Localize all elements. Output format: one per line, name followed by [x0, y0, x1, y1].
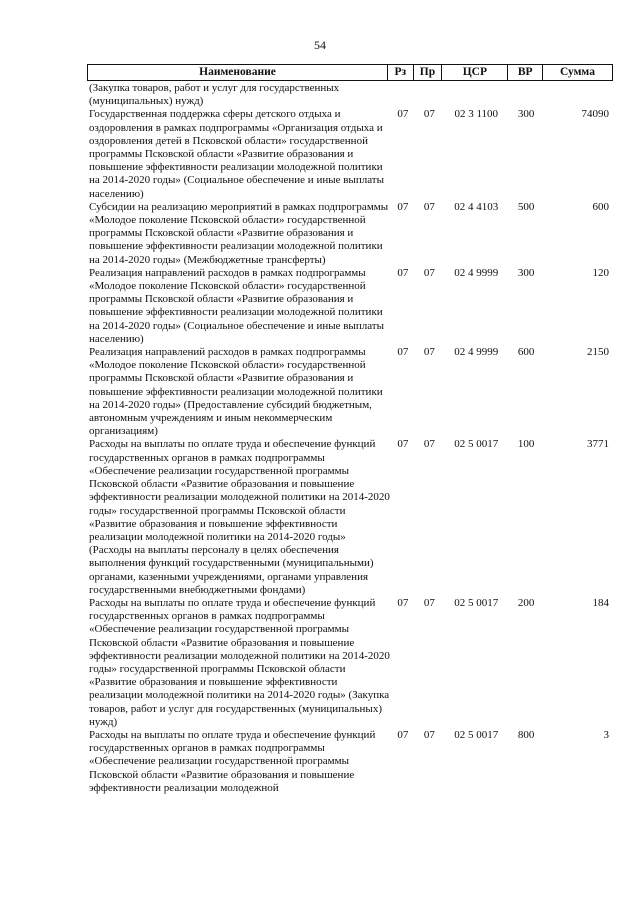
row-rz: 07 — [397, 346, 409, 359]
table-row — [87, 438, 613, 596]
continuation-row — [87, 82, 613, 108]
row-sum: 2150 — [587, 346, 610, 359]
row-pr: 07 — [423, 728, 435, 741]
row-sum: 184 — [592, 596, 610, 609]
row-vr: 600 — [517, 346, 535, 359]
row-vr: 300 — [517, 108, 535, 121]
row-sum: 74090 — [581, 108, 610, 121]
row-rz: 07 — [397, 266, 409, 279]
budget-table — [87, 64, 613, 795]
row-rz: 07 — [397, 108, 409, 121]
header-pr: Пр — [414, 65, 443, 80]
table-header — [87, 64, 613, 81]
row-csr: 02 5 0017 — [454, 728, 499, 741]
header-sum: Сумма — [559, 65, 595, 78]
page-number: 54 — [314, 38, 326, 52]
row-csr: 02 3 1100 — [454, 108, 499, 121]
row-pr: 07 — [423, 438, 435, 451]
row-rz: 07 — [397, 438, 409, 451]
row-vr: 300 — [517, 266, 535, 279]
header-vr: ВР — [508, 65, 543, 80]
row-name: Расходы на выплаты по оплате труда и обеспечение функций государственных органов в рамках подпрограммы «Обеспечение реализации государственной программы Псковской области «Развитие образования и повышение эффективности реализации молодежной политики на 2014-2020 годы» государственной программы Псковской области «Развитие образования и повышение эффективности реализации молодежной политики на 2014-2020 годы» (Расходы на выплаты персоналу в целях обеспечения выполнения функций государственными (муниципальными) органами, казенными учреждениями, органами управления государственными внебюджетными фондами) — [89, 438, 390, 596]
row-pr: 07 — [423, 346, 435, 359]
row-csr: 02 5 0017 — [454, 596, 499, 609]
row-vr: 500 — [517, 200, 535, 213]
row-rz: 07 — [397, 596, 409, 609]
table-row — [87, 108, 613, 200]
table-row — [87, 267, 613, 346]
table-row — [87, 346, 613, 438]
table-row — [87, 201, 613, 267]
row-sum: 3 — [603, 728, 610, 741]
row-name: Субсидии на реализацию мероприятий в рамках подпрограммы «Молодое поколение Псковской области» государственной программы Псковской области «Развитие образования и повышение эффективности реализации молодежной политики на 2014-2020 годы» (Межбюджетные трансферты) — [89, 200, 389, 266]
row-pr: 07 — [423, 266, 435, 279]
row-pr: 07 — [423, 108, 435, 121]
header-csr: ЦСР — [442, 65, 508, 80]
row-vr: 200 — [517, 596, 535, 609]
header-rz: Рз — [388, 65, 414, 80]
row-csr: 02 4 9999 — [454, 346, 499, 359]
row-name: Расходы на выплаты по оплате труда и обеспечение функций государственных органов в рамках подпрограммы «Обеспечение реализации государственной программы Псковской области «Развитие образования и повышение эффективности реализации молодежной — [89, 728, 376, 794]
row-name: Реализация направлений расходов в рамках подпрограммы «Молодое поколение Псковской области» государственной программы Псковской области «Развитие образования и повышение эффективности реализации молодежной политики на 2014-2020 годы» (Социальное обеспечение и иные выплаты населению) — [89, 266, 384, 345]
row-sum: 3771 — [587, 438, 610, 451]
row-name: Реализация направлений расходов в рамках подпрограммы «Молодое поколение Псковской области» государственной программы Псковской области «Развитие образования и повышение эффективности реализации молодежной политики на 2014-2020 годы» (Предоставление субсидий бюджетным, автономным учреждениям и иным некоммерческим организациям) — [89, 346, 383, 438]
row-sum: 120 — [592, 266, 610, 279]
row-rz: 07 — [397, 728, 409, 741]
table-row — [87, 729, 613, 795]
row-name: Государственная поддержка сферы детского отдыха и оздоровления в рамках подпрограммы «Организация отдыха и оздоровления детей в Псковской области» государственной программы Псковской области «Развитие образования и повышение эффективности реализации молодежной политики на 2014-2020 годы» (Социальное обеспечение и иные выплаты населению) — [89, 108, 384, 200]
row-vr: 100 — [517, 438, 535, 451]
row-pr: 07 — [423, 596, 435, 609]
row-csr: 02 4 4103 — [454, 200, 499, 213]
row-rz: 07 — [397, 200, 409, 213]
row-pr: 07 — [423, 200, 435, 213]
row-name: Расходы на выплаты по оплате труда и обеспечение функций государственных органов в рамках подпрограммы «Обеспечение реализации государственной программы Псковской области «Развитие образования и повышение эффективности реализации молодежной политики на 2014-2020 годы» государственной программы Псковской области «Развитие образования и повышение эффективности реализации молодежной политики на 2014-2020 годы» (Закупка товаров, работ и услуг для государственных (муниципальных) нужд) — [89, 596, 390, 728]
row-csr: 02 4 9999 — [454, 266, 499, 279]
row-vr: 800 — [517, 728, 535, 741]
header-name: Наименование — [88, 65, 388, 80]
continuation-text: (Закупка товаров, работ и услуг для государственных (муниципальных) нужд) — [89, 82, 340, 108]
row-csr: 02 5 0017 — [454, 438, 499, 451]
row-sum: 600 — [592, 200, 610, 213]
table-row — [87, 597, 613, 729]
